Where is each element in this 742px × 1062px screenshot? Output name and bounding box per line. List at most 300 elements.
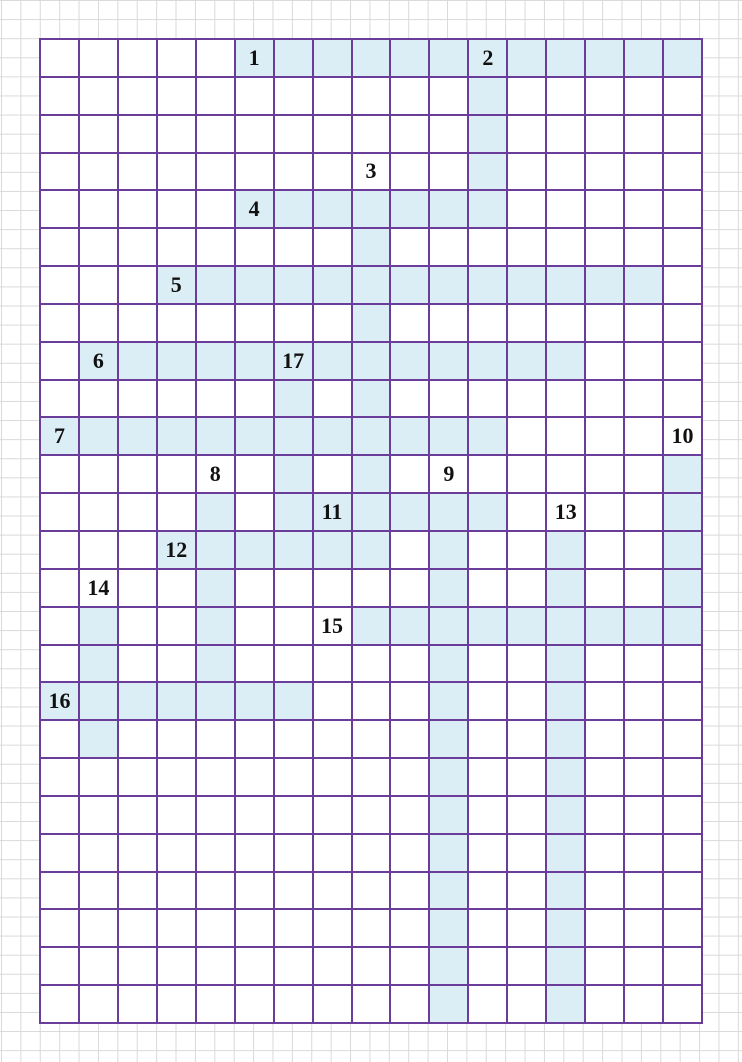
clue-number: 4	[248, 196, 260, 222]
grid-cell	[275, 116, 314, 154]
grid-cell	[353, 721, 392, 759]
grid-cell	[197, 456, 236, 494]
grid-cell	[158, 797, 197, 835]
answer-cell[interactable]	[80, 646, 119, 684]
grid-cell	[469, 646, 508, 684]
grid-cell	[80, 986, 119, 1024]
grid-cell	[197, 948, 236, 986]
answer-cell[interactable]	[430, 191, 469, 229]
grid-cell	[508, 835, 547, 873]
grid-cell	[508, 532, 547, 570]
grid-cell	[508, 910, 547, 948]
grid-cell	[314, 608, 353, 646]
grid-cell	[625, 343, 664, 381]
answer-cell[interactable]	[80, 418, 119, 456]
answer-cell[interactable]	[197, 683, 236, 721]
answer-cell[interactable]	[158, 418, 197, 456]
answer-cell[interactable]	[197, 267, 236, 305]
grid-cell	[469, 873, 508, 911]
answer-cell[interactable]	[236, 343, 275, 381]
grid-cell	[158, 759, 197, 797]
grid-cell	[236, 986, 275, 1024]
grid-cell	[41, 721, 80, 759]
answer-cell[interactable]	[430, 683, 469, 721]
answer-cell[interactable]	[547, 835, 586, 873]
answer-cell[interactable]	[314, 532, 353, 570]
answer-cell[interactable]	[236, 191, 275, 229]
answer-cell[interactable]	[547, 759, 586, 797]
answer-cell[interactable]	[275, 343, 314, 381]
answer-cell[interactable]	[391, 267, 430, 305]
answer-cell[interactable]	[197, 608, 236, 646]
grid-cell	[469, 948, 508, 986]
answer-cell[interactable]	[547, 646, 586, 684]
answer-cell[interactable]	[197, 343, 236, 381]
answer-cell[interactable]	[353, 608, 392, 646]
answer-cell[interactable]	[430, 910, 469, 948]
grid-cell	[469, 683, 508, 721]
answer-cell[interactable]	[430, 570, 469, 608]
grid-cell	[314, 305, 353, 343]
grid-cell	[275, 608, 314, 646]
answer-cell[interactable]	[430, 835, 469, 873]
grid-cell	[508, 456, 547, 494]
answer-cell[interactable]	[158, 683, 197, 721]
answer-cell[interactable]	[430, 721, 469, 759]
answer-cell[interactable]	[430, 343, 469, 381]
grid-cell	[664, 910, 703, 948]
grid-cell	[625, 78, 664, 116]
answer-cell[interactable]	[197, 532, 236, 570]
grid-cell	[625, 570, 664, 608]
grid-cell	[586, 910, 625, 948]
grid-cell	[547, 191, 586, 229]
grid-cell	[469, 532, 508, 570]
grid-cell	[197, 721, 236, 759]
answer-cell[interactable]	[275, 456, 314, 494]
answer-cell[interactable]	[80, 608, 119, 646]
answer-cell[interactable]	[625, 267, 664, 305]
answer-cell[interactable]	[197, 418, 236, 456]
answer-cell[interactable]	[80, 683, 119, 721]
grid-cell	[275, 78, 314, 116]
grid-cell	[41, 40, 80, 78]
answer-cell[interactable]	[353, 191, 392, 229]
answer-cell[interactable]	[430, 948, 469, 986]
answer-cell[interactable]	[469, 191, 508, 229]
answer-cell[interactable]	[391, 191, 430, 229]
grid-cell	[547, 305, 586, 343]
grid-cell	[508, 986, 547, 1024]
answer-cell[interactable]	[119, 343, 158, 381]
grid-cell	[119, 797, 158, 835]
answer-cell[interactable]	[547, 570, 586, 608]
answer-cell[interactable]	[80, 721, 119, 759]
grid-cell	[353, 948, 392, 986]
answer-cell[interactable]	[430, 797, 469, 835]
grid-cell	[430, 154, 469, 192]
answer-cell[interactable]	[430, 608, 469, 646]
answer-cell[interactable]	[469, 608, 508, 646]
grid-cell	[508, 683, 547, 721]
grid-cell	[586, 759, 625, 797]
answer-cell[interactable]	[391, 40, 430, 78]
answer-cell[interactable]	[430, 759, 469, 797]
answer-cell[interactable]	[469, 116, 508, 154]
answer-cell[interactable]	[469, 78, 508, 116]
grid-cell	[158, 116, 197, 154]
answer-cell[interactable]	[353, 40, 392, 78]
grid-cell	[41, 456, 80, 494]
grid-cell	[391, 797, 430, 835]
grid-cell	[391, 78, 430, 116]
answer-cell[interactable]	[275, 494, 314, 532]
grid-cell	[275, 873, 314, 911]
grid-cell	[391, 116, 430, 154]
grid-cell	[119, 759, 158, 797]
grid-cell	[158, 835, 197, 873]
grid-cell	[625, 381, 664, 419]
grid-cell	[508, 759, 547, 797]
grid-cell	[80, 267, 119, 305]
answer-cell[interactable]	[664, 494, 703, 532]
grid-cell	[197, 40, 236, 78]
answer-cell[interactable]	[158, 532, 197, 570]
answer-cell[interactable]	[314, 343, 353, 381]
grid-cell	[119, 532, 158, 570]
grid-cell	[625, 116, 664, 154]
grid-cell	[586, 797, 625, 835]
answer-cell[interactable]	[430, 873, 469, 911]
answer-cell[interactable]	[80, 343, 119, 381]
answer-cell[interactable]	[353, 381, 392, 419]
answer-cell[interactable]	[547, 40, 586, 78]
answer-cell[interactable]	[664, 456, 703, 494]
answer-cell[interactable]	[625, 608, 664, 646]
grid-cell	[547, 78, 586, 116]
grid-cell	[625, 986, 664, 1024]
grid-cell	[314, 116, 353, 154]
answer-cell[interactable]	[469, 343, 508, 381]
answer-cell[interactable]	[275, 191, 314, 229]
answer-cell[interactable]	[586, 40, 625, 78]
grid-cell	[586, 683, 625, 721]
grid-cell	[236, 797, 275, 835]
answer-cell[interactable]	[664, 532, 703, 570]
grid-cell	[236, 305, 275, 343]
answer-cell[interactable]	[547, 948, 586, 986]
answer-cell[interactable]	[353, 418, 392, 456]
answer-cell[interactable]	[275, 267, 314, 305]
answer-cell[interactable]	[469, 154, 508, 192]
grid-cell	[586, 494, 625, 532]
answer-cell[interactable]	[353, 343, 392, 381]
grid-cell	[119, 154, 158, 192]
grid-cell	[158, 570, 197, 608]
grid-cell	[353, 759, 392, 797]
grid-cell	[80, 910, 119, 948]
grid-cell	[80, 456, 119, 494]
answer-cell[interactable]	[469, 418, 508, 456]
grid-cell	[41, 948, 80, 986]
clue-number: 9	[443, 461, 455, 487]
grid-cell	[119, 570, 158, 608]
grid-cell	[314, 229, 353, 267]
grid-cell	[391, 154, 430, 192]
grid-cell	[236, 608, 275, 646]
grid-cell	[391, 229, 430, 267]
grid-cell	[158, 873, 197, 911]
answer-cell[interactable]	[391, 494, 430, 532]
grid-cell	[664, 986, 703, 1024]
clue-number: 14	[87, 574, 110, 600]
grid-cell	[586, 570, 625, 608]
answer-cell[interactable]	[119, 418, 158, 456]
grid-cell	[625, 835, 664, 873]
grid-cell	[586, 873, 625, 911]
grid-cell	[625, 873, 664, 911]
answer-cell[interactable]	[430, 646, 469, 684]
grid-cell	[236, 948, 275, 986]
answer-cell[interactable]	[119, 683, 158, 721]
grid-cell	[158, 986, 197, 1024]
answer-cell[interactable]	[625, 40, 664, 78]
grid-cell	[236, 570, 275, 608]
answer-cell[interactable]	[236, 40, 275, 78]
answer-cell[interactable]	[391, 418, 430, 456]
answer-cell[interactable]	[547, 721, 586, 759]
answer-cell[interactable]	[197, 570, 236, 608]
grid-cell	[508, 381, 547, 419]
answer-cell[interactable]	[430, 267, 469, 305]
answer-cell[interactable]	[353, 456, 392, 494]
grid-cell	[197, 381, 236, 419]
answer-cell[interactable]	[430, 986, 469, 1024]
grid-cell	[275, 154, 314, 192]
answer-cell[interactable]	[547, 797, 586, 835]
grid-cell	[119, 456, 158, 494]
answer-cell[interactable]	[508, 267, 547, 305]
answer-cell[interactable]	[586, 267, 625, 305]
answer-cell[interactable]	[508, 608, 547, 646]
grid-cell	[314, 381, 353, 419]
answer-cell[interactable]	[314, 40, 353, 78]
clue-number: 15	[321, 612, 344, 638]
clue-number: 16	[48, 688, 71, 714]
answer-cell[interactable]	[314, 267, 353, 305]
grid-cell	[80, 494, 119, 532]
grid-cell	[469, 381, 508, 419]
grid-cell	[547, 418, 586, 456]
grid-cell	[119, 267, 158, 305]
grid-cell	[391, 948, 430, 986]
grid-cell	[314, 646, 353, 684]
grid-cell	[353, 116, 392, 154]
grid-cell	[508, 191, 547, 229]
answer-cell[interactable]	[547, 267, 586, 305]
grid-cell	[430, 381, 469, 419]
answer-cell[interactable]	[664, 608, 703, 646]
answer-cell[interactable]	[314, 494, 353, 532]
answer-cell[interactable]	[664, 570, 703, 608]
answer-cell[interactable]	[469, 267, 508, 305]
answer-cell[interactable]	[158, 267, 197, 305]
grid-cell	[41, 267, 80, 305]
answer-cell[interactable]	[430, 532, 469, 570]
grid-cell	[158, 154, 197, 192]
grid-cell	[508, 229, 547, 267]
answer-cell[interactable]	[508, 40, 547, 78]
grid-cell	[275, 721, 314, 759]
grid-cell	[314, 721, 353, 759]
grid-cell	[119, 948, 158, 986]
grid-cell	[80, 305, 119, 343]
grid-cell	[547, 229, 586, 267]
grid-cell	[314, 683, 353, 721]
answer-cell[interactable]	[547, 910, 586, 948]
answer-cell[interactable]	[236, 683, 275, 721]
answer-cell[interactable]	[314, 191, 353, 229]
answer-cell[interactable]	[197, 494, 236, 532]
grid-cell	[80, 835, 119, 873]
answer-cell[interactable]	[547, 986, 586, 1024]
grid-cell	[80, 873, 119, 911]
answer-cell[interactable]	[158, 343, 197, 381]
grid-cell	[469, 759, 508, 797]
grid-cell	[469, 797, 508, 835]
clue-number: 6	[92, 347, 104, 373]
grid-cell	[391, 646, 430, 684]
answer-cell[interactable]	[275, 532, 314, 570]
grid-cell	[119, 116, 158, 154]
grid-cell	[469, 305, 508, 343]
grid-cell	[158, 608, 197, 646]
grid-cell	[664, 873, 703, 911]
answer-cell[interactable]	[586, 608, 625, 646]
answer-cell[interactable]	[236, 267, 275, 305]
answer-cell[interactable]	[236, 418, 275, 456]
grid-cell	[41, 873, 80, 911]
answer-cell[interactable]	[236, 532, 275, 570]
answer-cell[interactable]	[391, 608, 430, 646]
grid-cell	[391, 910, 430, 948]
grid-cell	[586, 154, 625, 192]
grid-cell	[625, 494, 664, 532]
answer-cell[interactable]	[664, 40, 703, 78]
grid-cell	[664, 835, 703, 873]
grid-cell	[41, 381, 80, 419]
answer-cell[interactable]	[353, 305, 392, 343]
answer-cell[interactable]	[547, 343, 586, 381]
answer-cell[interactable]	[469, 494, 508, 532]
grid-cell	[625, 721, 664, 759]
grid-cell	[41, 494, 80, 532]
grid-cell	[586, 986, 625, 1024]
answer-cell[interactable]	[547, 608, 586, 646]
grid-cell	[119, 494, 158, 532]
grid-cell	[275, 910, 314, 948]
grid-cell	[41, 343, 80, 381]
clue-number: 13	[554, 499, 577, 525]
grid-cell	[314, 759, 353, 797]
answer-cell[interactable]	[547, 532, 586, 570]
answer-cell[interactable]	[275, 418, 314, 456]
grid-cell	[391, 835, 430, 873]
answer-cell[interactable]	[275, 40, 314, 78]
grid-cell	[469, 986, 508, 1024]
grid-cell	[158, 456, 197, 494]
answer-cell[interactable]	[41, 418, 80, 456]
answer-cell[interactable]	[391, 343, 430, 381]
grid-cell	[625, 229, 664, 267]
grid-cell	[41, 229, 80, 267]
answer-cell[interactable]	[508, 343, 547, 381]
clue-number: 11	[321, 499, 343, 525]
answer-cell[interactable]	[41, 683, 80, 721]
grid-cell	[664, 343, 703, 381]
grid-cell	[275, 570, 314, 608]
grid-cell	[275, 948, 314, 986]
grid-cell	[158, 910, 197, 948]
answer-cell[interactable]	[547, 683, 586, 721]
grid-cell	[664, 267, 703, 305]
grid-cell	[158, 78, 197, 116]
answer-cell[interactable]	[197, 646, 236, 684]
answer-cell[interactable]	[275, 683, 314, 721]
grid-cell	[80, 40, 119, 78]
grid-cell	[353, 835, 392, 873]
grid-cell	[41, 570, 80, 608]
answer-cell[interactable]	[353, 229, 392, 267]
grid-cell	[119, 646, 158, 684]
grid-cell	[275, 986, 314, 1024]
grid-cell	[80, 116, 119, 154]
grid-cell	[625, 154, 664, 192]
grid-cell	[236, 494, 275, 532]
grid-cell	[119, 835, 158, 873]
grid-cell	[508, 78, 547, 116]
clue-number: 5	[170, 271, 182, 297]
grid-cell	[664, 418, 703, 456]
grid-cell	[430, 456, 469, 494]
clue-number: 10	[671, 423, 694, 449]
answer-cell[interactable]	[547, 873, 586, 911]
grid-cell	[391, 683, 430, 721]
answer-cell[interactable]	[353, 532, 392, 570]
grid-cell	[508, 873, 547, 911]
grid-cell	[314, 835, 353, 873]
answer-cell[interactable]	[430, 418, 469, 456]
grid-cell	[508, 116, 547, 154]
answer-cell[interactable]	[430, 494, 469, 532]
answer-cell[interactable]	[353, 267, 392, 305]
answer-cell[interactable]	[353, 494, 392, 532]
grid-cell	[664, 948, 703, 986]
answer-cell[interactable]	[430, 40, 469, 78]
answer-cell[interactable]	[275, 381, 314, 419]
grid-cell	[469, 835, 508, 873]
grid-cell	[391, 721, 430, 759]
grid-cell	[586, 646, 625, 684]
answer-cell[interactable]	[469, 40, 508, 78]
answer-cell[interactable]	[314, 418, 353, 456]
grid-cell	[430, 305, 469, 343]
grid-cell	[41, 154, 80, 192]
clue-number: 8	[209, 461, 221, 487]
grid-cell	[625, 532, 664, 570]
grid-cell	[586, 229, 625, 267]
grid-cell	[158, 229, 197, 267]
